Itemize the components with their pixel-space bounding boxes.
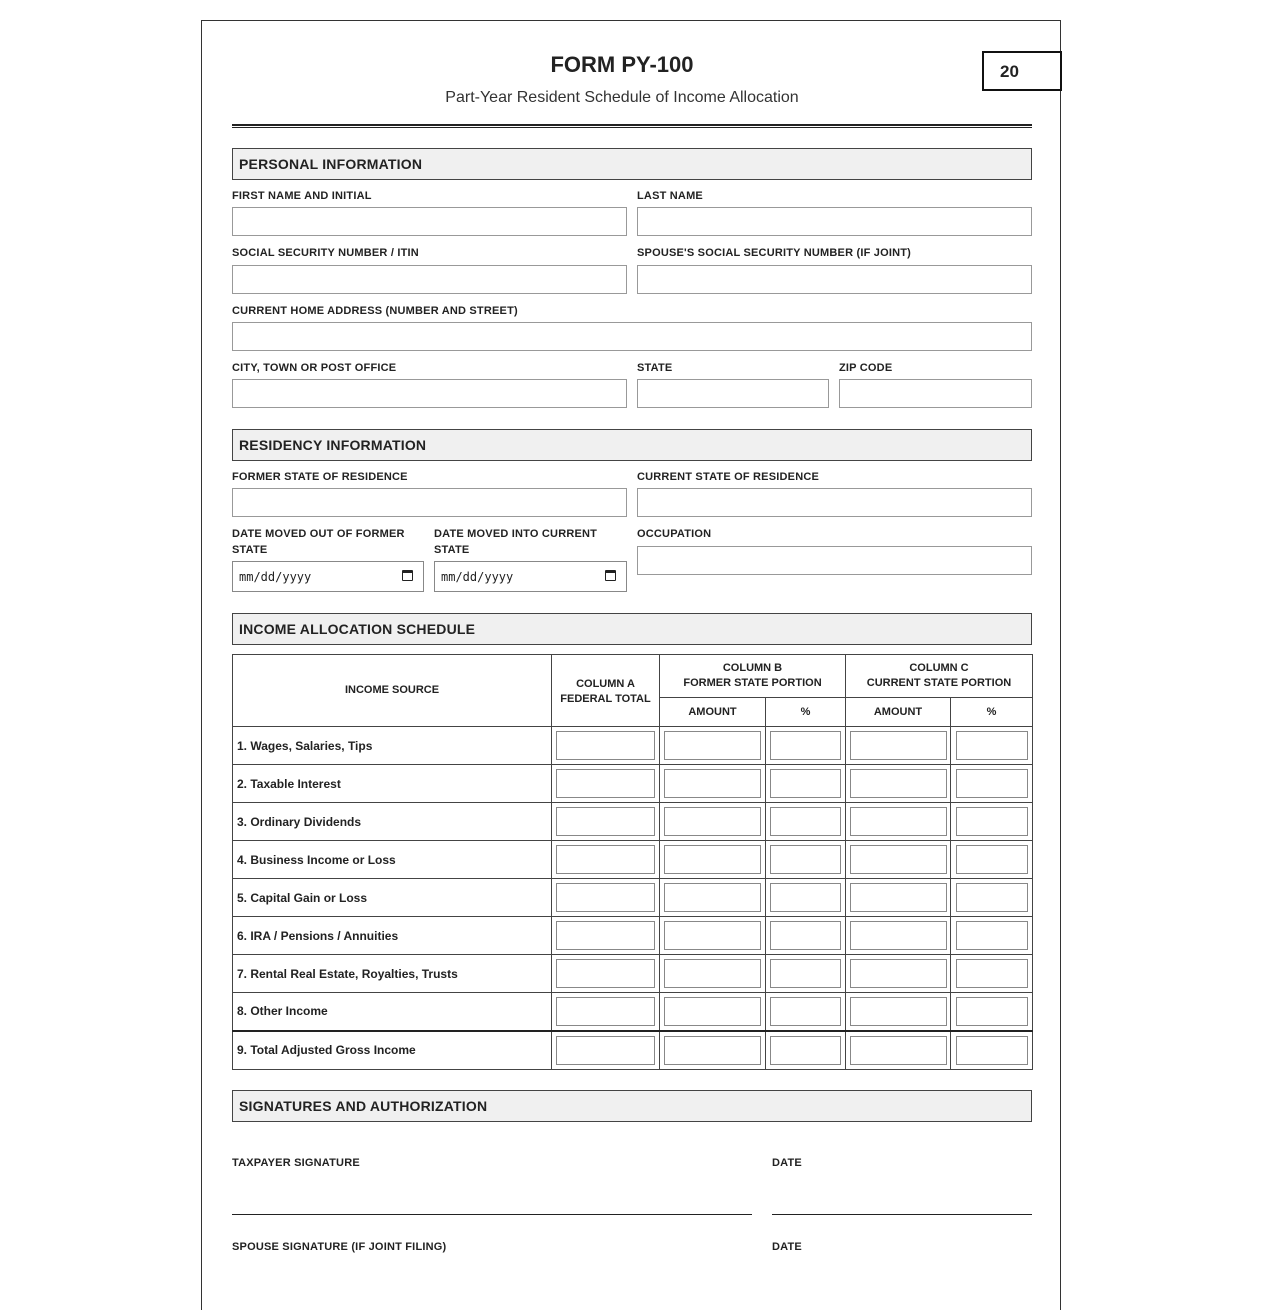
taxpayer-signature-label: TAXPAYER SIGNATURE — [232, 1157, 360, 1169]
col-a-federal-input[interactable] — [556, 769, 655, 798]
table-cell — [766, 993, 846, 1031]
table-cell — [766, 765, 846, 803]
ssn-field[interactable] — [232, 265, 627, 294]
former-state-field[interactable] — [232, 488, 627, 517]
form-title: FORM PY-100 — [550, 52, 694, 77]
first-name-label: FIRST NAME AND INITIAL — [232, 190, 372, 202]
table-row — [233, 879, 1033, 917]
col-c-amount-input[interactable] — [850, 807, 947, 836]
table-row — [233, 993, 1033, 1031]
income-source-label: 1. Wages, Salaries, Tips — [233, 727, 552, 765]
table-cell — [846, 955, 951, 993]
table-cell — [552, 993, 660, 1031]
table-cell — [846, 993, 951, 1031]
spouse-ssn-label: SPOUSE'S SOCIAL SECURITY NUMBER (IF JOINT) — [637, 247, 912, 259]
col-c-percent-input[interactable] — [956, 769, 1028, 798]
tax-year-box: 20 — [982, 51, 1062, 91]
col-b-header — [660, 655, 846, 698]
col-a-federal-input[interactable] — [556, 845, 655, 874]
table-row — [233, 841, 1033, 879]
col-a-title: COLUMN A — [576, 678, 635, 690]
col-c-percent-input[interactable] — [956, 845, 1028, 874]
col-b-amount-header: AMOUNT — [660, 698, 766, 727]
date-out-placeholder: mm/dd/yyyy — [239, 570, 312, 584]
income-source-label: 4. Business Income or Loss — [233, 841, 552, 879]
col-c-percent-input[interactable] — [956, 807, 1028, 836]
table-cell — [660, 727, 766, 765]
form-page — [201, 20, 1061, 1310]
table-cell — [766, 1031, 846, 1070]
income-source-label: 6. IRA / Pensions / Annuities — [233, 917, 552, 955]
col-b-percent-input[interactable] — [770, 959, 841, 988]
section-signatures-heading: SIGNATURES AND AUTHORIZATION — [232, 1090, 1032, 1122]
col-c-amount-input[interactable] — [850, 845, 947, 874]
table-cell — [660, 879, 766, 917]
table-cell — [552, 841, 660, 879]
zip-field[interactable] — [839, 379, 1032, 408]
date-in-field[interactable] — [434, 561, 627, 592]
form-subtitle: Part-Year Resident Schedule of Income Allocation — [445, 89, 799, 106]
table-cell — [846, 879, 951, 917]
col-a-federal-input[interactable] — [556, 997, 655, 1026]
col-b-amount-input[interactable] — [664, 731, 761, 760]
date-out-label: DATE MOVED OUT OF FORMER STATE — [232, 528, 405, 556]
col-a-federal-input[interactable] — [556, 807, 655, 836]
col-b-percent-input[interactable] — [770, 769, 841, 798]
table-cell — [951, 727, 1033, 765]
col-c-amount-header: AMOUNT — [846, 698, 951, 727]
col-c-amount-input[interactable] — [850, 883, 947, 912]
table-cell — [552, 803, 660, 841]
col-income-source-header: INCOME SOURCE — [233, 655, 552, 727]
table-cell — [846, 765, 951, 803]
table-cell — [846, 727, 951, 765]
col-b-subtitle: FORMER STATE PORTION — [683, 677, 822, 689]
col-c-header — [846, 655, 1033, 698]
calendar-icon[interactable] — [402, 570, 413, 581]
col-b-percent-header: % — [766, 698, 846, 727]
income-source-label: 5. Capital Gain or Loss — [233, 879, 552, 917]
col-c-percent-input[interactable] — [956, 731, 1028, 760]
date-out-field[interactable] — [232, 561, 424, 592]
table-cell — [660, 993, 766, 1031]
col-a-header — [552, 655, 660, 727]
table-cell — [552, 955, 660, 993]
table-cell — [951, 841, 1033, 879]
col-b-amount-input[interactable] — [664, 1036, 761, 1065]
table-row — [233, 727, 1033, 765]
col-c-percent-header: % — [951, 698, 1033, 727]
table-cell — [766, 917, 846, 955]
taxpayer-signature-line[interactable] — [232, 1214, 752, 1215]
col-c-percent-input[interactable] — [956, 1036, 1028, 1065]
col-a-federal-input[interactable] — [556, 959, 655, 988]
current-state-field[interactable] — [637, 488, 1032, 517]
col-c-amount-input[interactable] — [850, 959, 947, 988]
table-cell — [951, 765, 1033, 803]
table-cell — [660, 803, 766, 841]
table-cell — [766, 879, 846, 917]
col-c-subtitle: CURRENT STATE PORTION — [866, 677, 1012, 689]
date-in-placeholder: mm/dd/yyyy — [441, 570, 514, 584]
table-cell — [951, 993, 1033, 1031]
table-cell — [951, 955, 1033, 993]
table-cell — [766, 727, 846, 765]
col-c-amount-input[interactable] — [850, 769, 947, 798]
spouse-ssn-field[interactable] — [637, 265, 1032, 294]
former-state-label: FORMER STATE OF RESIDENCE — [232, 471, 408, 483]
table-cell — [552, 1031, 660, 1070]
col-c-title: COLUMN C — [909, 662, 969, 674]
table-cell — [846, 841, 951, 879]
col-c-amount-input[interactable] — [850, 731, 947, 760]
table-row — [233, 917, 1033, 955]
table-cell — [660, 917, 766, 955]
col-b-percent-input[interactable] — [770, 1036, 841, 1065]
date-in-label: DATE MOVED INTO CURRENT STATE — [434, 528, 598, 556]
section-residency-heading: RESIDENCY INFORMATION — [232, 429, 1032, 461]
section-personal-heading: PERSONAL INFORMATION — [232, 148, 1032, 180]
table-cell — [766, 841, 846, 879]
col-b-amount-input[interactable] — [664, 845, 761, 874]
first-name-field[interactable] — [232, 207, 627, 236]
ssn-label: SOCIAL SECURITY NUMBER / ITIN — [232, 247, 419, 259]
occupation-field[interactable] — [637, 546, 1032, 575]
col-c-amount-input[interactable] — [850, 921, 947, 950]
spouse-signature-label: SPOUSE SIGNATURE (IF JOINT FILING) — [232, 1241, 447, 1253]
col-b-percent-input[interactable] — [770, 845, 841, 874]
table-cell — [552, 765, 660, 803]
table-cell — [846, 803, 951, 841]
income-source-label: 9. Total Adjusted Gross Income — [233, 1031, 552, 1070]
col-b-percent-input[interactable] — [770, 997, 841, 1026]
col-c-percent-input[interactable] — [956, 997, 1028, 1026]
address-field[interactable] — [232, 322, 1032, 351]
address-label: CURRENT HOME ADDRESS (NUMBER AND STREET) — [232, 305, 518, 317]
col-a-federal-input[interactable] — [556, 883, 655, 912]
col-a-federal-input[interactable] — [556, 921, 655, 950]
zip-label: ZIP CODE — [839, 362, 893, 374]
table-cell — [951, 879, 1033, 917]
table-row — [233, 955, 1033, 993]
col-b-percent-input[interactable] — [770, 921, 841, 950]
income-source-label: 7. Rental Real Estate, Royalties, Trusts — [233, 955, 552, 993]
table-cell — [951, 1031, 1033, 1070]
col-a-federal-input[interactable] — [556, 731, 655, 760]
col-b-amount-input[interactable] — [664, 883, 761, 912]
state-field[interactable] — [637, 379, 829, 408]
income-source-label: 8. Other Income — [233, 993, 552, 1031]
income-source-label: 2. Taxable Interest — [233, 765, 552, 803]
last-name-field[interactable] — [637, 207, 1032, 236]
table-row — [233, 765, 1033, 803]
table-cell — [766, 955, 846, 993]
current-state-label: CURRENT STATE OF RESIDENCE — [637, 471, 820, 483]
table-cell — [660, 841, 766, 879]
col-b-amount-input[interactable] — [664, 807, 761, 836]
col-c-amount-input[interactable] — [850, 997, 947, 1026]
table-cell — [766, 803, 846, 841]
calendar-icon[interactable] — [605, 570, 616, 581]
table-cell — [846, 1031, 951, 1070]
city-label: CITY, TOWN OR POST OFFICE — [232, 362, 397, 374]
col-b-percent-input[interactable] — [770, 807, 841, 836]
col-b-title: COLUMN B — [722, 662, 783, 674]
col-a-federal-input[interactable] — [556, 1036, 655, 1065]
income-allocation-table — [232, 654, 1033, 1070]
table-cell — [660, 765, 766, 803]
table-cell — [951, 803, 1033, 841]
col-b-amount-input[interactable] — [664, 959, 761, 988]
last-name-label: LAST NAME — [637, 190, 703, 202]
table-cell — [846, 917, 951, 955]
occupation-label: OCCUPATION — [637, 528, 712, 540]
col-a-subtitle: FEDERAL TOTAL — [560, 693, 651, 705]
spouse-date-label: DATE — [772, 1241, 802, 1253]
col-b-amount-input[interactable] — [664, 997, 761, 1026]
col-b-percent-input[interactable] — [770, 883, 841, 912]
header-divider — [232, 124, 1032, 128]
table-cell — [660, 955, 766, 993]
table-cell — [552, 727, 660, 765]
col-b-amount-input[interactable] — [664, 921, 761, 950]
table-cell — [552, 917, 660, 955]
table-total-row — [233, 1031, 1033, 1070]
table-cell — [951, 917, 1033, 955]
table-row — [233, 803, 1033, 841]
col-b-percent-input[interactable] — [770, 731, 841, 760]
col-c-percent-input[interactable] — [956, 921, 1028, 950]
city-field[interactable] — [232, 379, 627, 408]
col-c-percent-input[interactable] — [956, 959, 1028, 988]
taxpayer-date-label: DATE — [772, 1157, 802, 1169]
taxpayer-date-line[interactable] — [772, 1214, 1032, 1215]
income-source-label: 3. Ordinary Dividends — [233, 803, 552, 841]
section-income-heading: INCOME ALLOCATION SCHEDULE — [232, 613, 1032, 645]
col-c-percent-input[interactable] — [956, 883, 1028, 912]
state-label: STATE — [637, 362, 673, 374]
table-cell — [552, 879, 660, 917]
col-c-amount-input[interactable] — [850, 1036, 947, 1065]
col-b-amount-input[interactable] — [664, 769, 761, 798]
table-cell — [660, 1031, 766, 1070]
